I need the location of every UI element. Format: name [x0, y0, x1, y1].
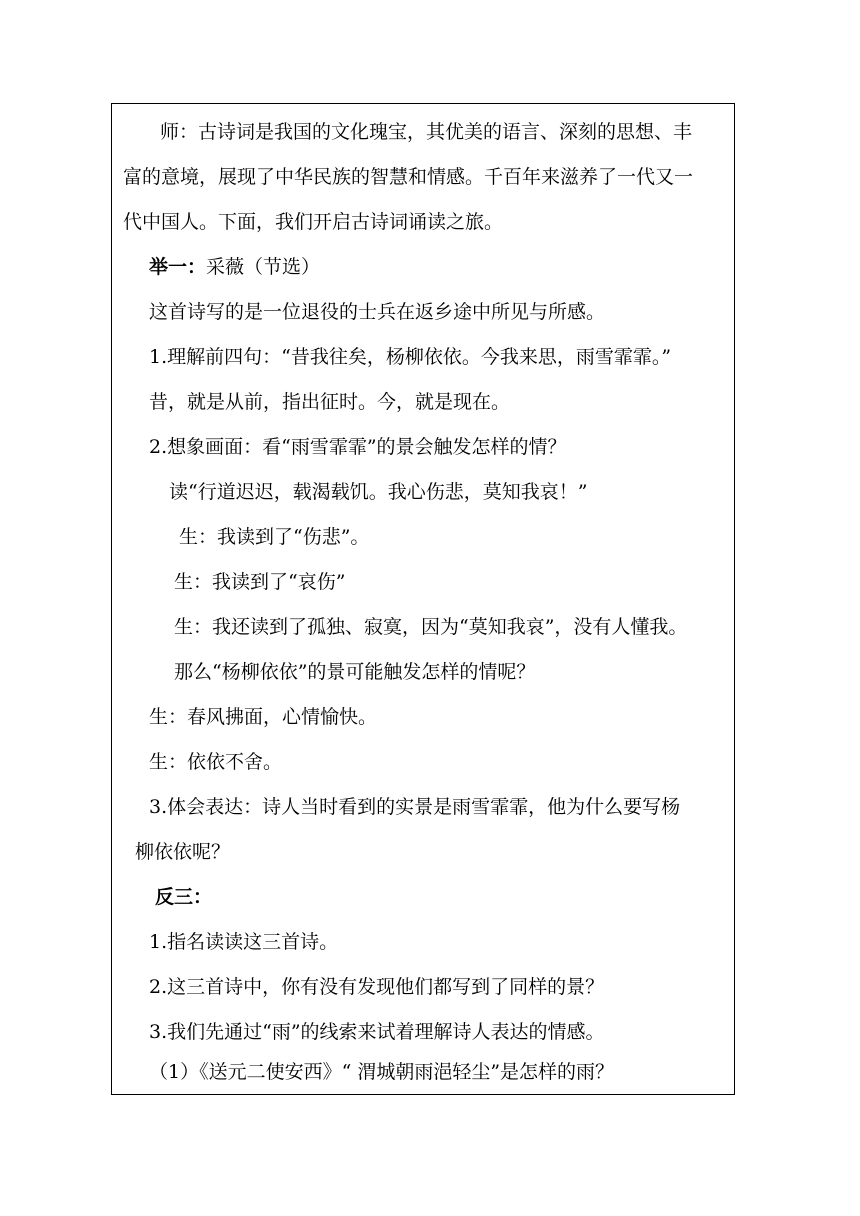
step-1-understand: 1.理解前四句：“昔我往矣，杨柳依依。今我来思，雨雪霏霏。”: [149, 346, 672, 368]
fan-san-step-3: 3.我们先通过“雨”的线索来试着理解诗人表达的情感。: [149, 1021, 605, 1043]
lesson-text-box: [111, 103, 735, 1095]
teacher-intro-line-2: 富的意境，展现了中华民族的智慧和情感。千百年来滋养了一代又一: [123, 166, 694, 188]
read-instruction: 读“行道迟迟，载渴载饥。我心伤悲，莫知我哀！”: [169, 481, 588, 503]
step-3-continued: 柳依依呢？: [135, 841, 231, 863]
student-answer-5: 生：依依不舍。: [149, 751, 283, 773]
teacher-intro-line-3: 代中国人。下面，我们开启古诗词诵读之旅。: [123, 211, 504, 233]
student-answer-4: 生：春风拂面，心情愉快。: [149, 706, 378, 728]
section-heading-ju-yi: [149, 255, 320, 279]
follow-up-question: 那么“杨柳依依”的景可能触发怎样的情呢？: [174, 661, 536, 683]
poem-title-caiwei: 采薇（节选）: [206, 256, 321, 278]
step-1-explanation: 昔，就是从前，指出征时。今，就是现在。: [149, 391, 511, 413]
fan-san-step-1: 1.指名读读这三首诗。: [149, 931, 339, 953]
section-heading-fan-san: 反三：: [155, 886, 213, 908]
student-answer-3: 生：我还读到了孤独、寂寞，因为“莫知我哀”，没有人懂我。: [174, 616, 688, 638]
fan-san-step-2: 2.这三首诗中，你有没有发现他们都写到了同样的景？: [149, 976, 605, 998]
step-2-imagine: 2.想象画面：看“雨雪霏霏”的景会触发怎样的情？: [149, 436, 567, 458]
step-3-expression: 3.体会表达：诗人当时看到的实景是雨雪霏霏，他为什么要写杨: [149, 796, 681, 818]
teacher-intro-line-1: 师：古诗词是我国的文化瑰宝，其优美的语言、深刻的思想、丰: [160, 121, 693, 143]
ju-yi-label: 举一：: [149, 256, 207, 278]
fan-san-substep-1: （1）《送元二使安西》“ 渭城朝雨浥轻尘”是怎样的雨？: [149, 1061, 615, 1083]
student-answer-2: 生：我读到了“哀伤”: [174, 571, 346, 593]
student-answer-1: 生：我读到了“伤悲”。: [179, 526, 370, 548]
poem-summary: 这首诗写的是一位退役的士兵在返乡途中所见与所感。: [149, 301, 606, 323]
